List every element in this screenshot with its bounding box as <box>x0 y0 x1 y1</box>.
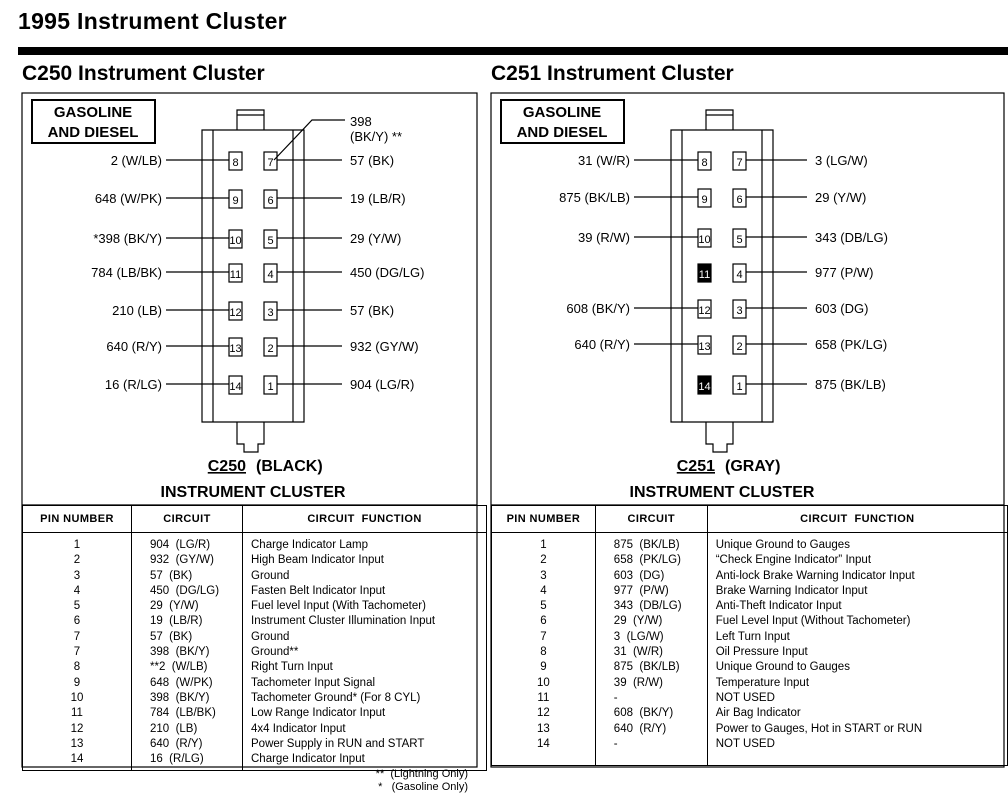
wire-label-left: 39 (R/W) <box>578 230 630 245</box>
function-cell: Tachometer Ground* (For 8 CYL) <box>251 691 421 704</box>
function-cell: Anti-lock Brake Warning Indicator Input <box>715 569 915 582</box>
function-cell: Oil Pressure Input <box>715 646 808 659</box>
pin-number-cell: 10 <box>70 691 84 704</box>
circuit-cell: 904 (LG/R) <box>150 539 211 551</box>
circuit-cell: 977 (P/W) <box>613 584 669 597</box>
pin-number: 10 <box>229 235 242 247</box>
circuit-cell: 640 (R/Y) <box>150 737 203 750</box>
function-cell: Unique Ground to Gauges <box>715 661 850 674</box>
wire-label-right: 603 (DG) <box>815 301 869 316</box>
function-cell: NOT USED <box>715 737 775 750</box>
wire-label-left: 640 (R/Y) <box>106 339 162 354</box>
function-cell: Fuel level Input (With Tachometer) <box>251 600 426 613</box>
c251-top-latch <box>706 110 733 130</box>
pin-number: 7 <box>736 157 743 169</box>
c250-caption-color: (BLACK) <box>256 458 323 475</box>
wire-label-right: 343 (DB/LG) <box>815 230 888 245</box>
pin-number: 12 <box>229 307 242 319</box>
wire-label-extra: 398 <box>350 114 372 129</box>
function-cell: Power to Gauges, Hot in START or RUN <box>715 722 923 735</box>
function-cell: NOT USED <box>715 691 775 704</box>
column-header: PIN NUMBER <box>492 506 596 533</box>
c251-pin-table <box>491 505 1008 766</box>
wire-label-extra: (BK/Y) ** <box>350 129 403 144</box>
pin-number: 14 <box>698 381 711 393</box>
function-cell: 4x4 Indicator Input <box>251 722 346 735</box>
function-cell: Anti-Theft Indicator Input <box>715 600 842 613</box>
pin-number-cell: 4 <box>540 584 547 597</box>
wire-line-extra <box>274 120 345 160</box>
function-cell: Charge Indicator Lamp <box>251 539 368 551</box>
function-cell: Instrument Cluster Illumination Input <box>251 615 436 628</box>
pin-number: 2 <box>267 343 274 355</box>
function-cell: Temperature Input <box>715 676 810 689</box>
circuit-cell: 875 (BK/LB) <box>613 661 680 674</box>
circuit-cell: 932 (GY/W) <box>150 554 214 567</box>
function-cell: Left Turn Input <box>715 630 790 643</box>
function-cell: Power Supply in RUN and START <box>251 737 425 750</box>
pin-number: 12 <box>698 305 711 317</box>
pin-number: 1 <box>736 381 743 393</box>
function-cell: Fasten Belt Indicator Input <box>251 584 386 597</box>
circuit-cell: 398 (BK/Y) <box>150 646 210 659</box>
table-column <box>132 533 243 771</box>
pin-number-cell: 14 <box>70 753 84 766</box>
wire-label-right: 450 (DG/LG) <box>350 265 425 280</box>
wire-label-right: 57 (BK) <box>350 153 395 168</box>
pin-number-cell: 6 <box>73 615 81 628</box>
circuit-cell: 640 (R/Y) <box>613 722 667 735</box>
pin-number: 8 <box>701 157 708 169</box>
pin-number: 9 <box>701 194 708 206</box>
pin-number: 13 <box>229 343 242 355</box>
pin-number: 5 <box>736 234 743 246</box>
pin-number-cell: 9 <box>540 661 547 674</box>
function-cell: Unique Ground to Gauges <box>715 539 850 551</box>
wire-label-right: 904 (LG/R) <box>350 377 415 392</box>
c250-pin-table <box>22 505 487 771</box>
c251-caption-name: C251 <box>676 458 715 475</box>
pin-number: 2 <box>736 341 743 353</box>
wire-label-right: 29 (Y/W) <box>815 190 867 205</box>
pin-number-cell: 3 <box>540 569 547 582</box>
pin-number: 11 <box>229 269 242 281</box>
table-body <box>492 533 1008 766</box>
wire-label-right: 57 (BK) <box>350 303 395 318</box>
c250-connector-body <box>202 130 304 422</box>
pin-number: 4 <box>267 269 274 281</box>
table-column <box>595 533 707 766</box>
pin-number-cell: 6 <box>540 615 547 628</box>
pin-number: 6 <box>267 195 274 207</box>
wire-label-left: 31 (W/R) <box>578 153 630 168</box>
pin-number-cell: 1 <box>540 539 547 551</box>
pin-number-cell: 10 <box>537 676 550 689</box>
c250-badge-line1: GASOLINE <box>53 104 133 121</box>
function-cell: Ground <box>251 630 290 643</box>
wire-label-right: 658 (PK/LG) <box>815 337 888 352</box>
pin-number-cell: 12 <box>70 722 84 735</box>
table-column <box>492 533 596 766</box>
circuit-cell: 450 (DG/LG) <box>150 584 220 597</box>
wire-label-left: *398 (BK/Y) <box>93 231 162 246</box>
c251-heading: C251 Instrument Cluster <box>491 62 734 85</box>
wire-label-right: 3 (LG/W) <box>815 153 868 168</box>
page-title: 1995 Instrument Cluster <box>18 8 287 34</box>
pin-number: 9 <box>232 195 239 207</box>
footnote: * (Gasoline Only) <box>378 781 468 793</box>
wire-label-left: 608 (BK/Y) <box>566 301 630 316</box>
c251-bottom-latch <box>706 422 733 452</box>
circuit-cell: 29 (Y/W) <box>150 600 199 613</box>
wire-label-left: 875 (BK/LB) <box>559 190 630 205</box>
pin-number-cell: 8 <box>73 661 81 674</box>
pin-number-cell: 13 <box>70 737 84 750</box>
table-column <box>243 533 487 771</box>
circuit-cell: 3 (LG/W) <box>613 630 664 643</box>
c250-badge-line2: AND DIESEL <box>47 124 139 141</box>
pin-number: 13 <box>698 341 711 353</box>
c250-bottom-latch <box>237 422 264 452</box>
circuit-cell: 875 (BK/LB) <box>613 539 680 551</box>
c250-caption-name: C250 <box>207 458 246 475</box>
pin-number: 10 <box>698 234 711 246</box>
circuit-cell: 608 (BK/Y) <box>613 707 674 720</box>
column-header: CIRCUIT <box>595 506 707 533</box>
table-body <box>23 533 487 771</box>
wire-label-left: 210 (LB) <box>112 303 162 318</box>
wire-label-left: 648 (W/PK) <box>94 191 162 206</box>
circuit-cell: 57 (BK) <box>150 569 193 582</box>
column-header: CIRCUIT FUNCTION <box>707 506 1007 533</box>
wire-label-left: 16 (R/LG) <box>104 377 162 392</box>
pin-number-cell: 2 <box>73 554 81 567</box>
pin-number: 3 <box>267 307 274 319</box>
function-cell: Ground <box>251 569 290 582</box>
function-cell: “Check Engine Indicator” Input <box>715 554 872 567</box>
circuit-cell: 784 (LB/BK) <box>150 707 216 720</box>
c250-caption-subtitle: INSTRUMENT CLUSTER <box>160 484 346 501</box>
table-column <box>23 533 132 771</box>
circuit-cell: 603 (DG) <box>613 569 665 582</box>
pin-number-cell: 11 <box>71 707 83 720</box>
circuit-cell: - <box>613 737 618 750</box>
function-cell: Charge Indicator Input <box>251 753 365 766</box>
pin-number-cell: 7 <box>73 646 81 659</box>
wire-label-right: 932 (GY/W) <box>350 339 419 354</box>
footnote: ** (Lightning Only) <box>375 768 468 780</box>
table-column <box>707 533 1007 766</box>
circuit-cell: 658 (PK/LG) <box>613 554 681 567</box>
pin-number: 6 <box>736 194 743 206</box>
circuit-cell: 57 (BK) <box>150 630 193 643</box>
pin-number-cell: 13 <box>537 722 550 735</box>
pin-number: 7 <box>267 157 274 169</box>
c251-caption-color: (GRAY) <box>725 458 781 475</box>
pin-number-cell: 11 <box>537 691 550 704</box>
function-cell: Ground** <box>251 646 299 659</box>
wire-label-right: 977 (P/W) <box>815 265 874 280</box>
circuit-cell: 398 (BK/Y) <box>150 691 210 704</box>
pin-number: 3 <box>736 305 743 317</box>
wire-label-left: 640 (R/Y) <box>574 337 630 352</box>
column-header: PIN NUMBER <box>23 506 132 533</box>
pin-number: 5 <box>267 235 274 247</box>
circuit-cell: 19 (LB/R) <box>150 615 203 628</box>
circuit-cell: 31 (W/R) <box>613 646 663 659</box>
wire-label-left: 2 (W/LB) <box>110 153 162 168</box>
pin-number-cell: 3 <box>73 569 81 582</box>
pin-number-cell: 7 <box>540 630 547 643</box>
pin-number-cell: 12 <box>537 707 550 720</box>
pin-number-cell: 8 <box>540 646 547 659</box>
function-cell: Right Turn Input <box>251 661 333 674</box>
pin-number-cell: 2 <box>540 554 547 567</box>
function-cell: Fuel Level Input (Without Tachometer) <box>715 615 911 628</box>
wire-label-right: 29 (Y/W) <box>350 231 402 246</box>
wire-label-right: 875 (BK/LB) <box>815 377 886 392</box>
pin-number-cell: 5 <box>73 600 81 613</box>
function-cell: Air Bag Indicator <box>715 707 801 720</box>
circuit-cell: 39 (R/W) <box>613 676 663 689</box>
pin-number-cell: 5 <box>540 600 547 613</box>
pin-number-cell: 4 <box>73 584 81 597</box>
c251-badge-line2: AND DIESEL <box>516 124 608 141</box>
c251-connector-body <box>671 130 773 422</box>
pin-number: 8 <box>232 157 239 169</box>
c251-badge-line1: GASOLINE <box>522 104 602 121</box>
circuit-cell: 29 (Y/W) <box>613 615 663 628</box>
pin-number: 11 <box>698 269 711 281</box>
function-cell: Brake Warning Indicator Input <box>715 584 868 597</box>
c251-caption-subtitle: INSTRUMENT CLUSTER <box>629 484 815 501</box>
pin-number-cell: 1 <box>73 539 81 551</box>
c250-heading: C250 Instrument Cluster <box>22 62 265 85</box>
pin-number: 1 <box>267 381 274 393</box>
pin-number: 14 <box>229 381 242 393</box>
circuit-cell: 648 (W/PK) <box>150 676 213 689</box>
wire-label-right: 19 (LB/R) <box>350 191 406 206</box>
pin-number-cell: 9 <box>73 676 81 689</box>
function-cell: High Beam Indicator Input <box>251 554 384 567</box>
circuit-cell: 210 (LB) <box>150 722 198 735</box>
function-cell: Tachometer Input Signal <box>251 676 376 689</box>
circuit-cell: - <box>613 691 618 704</box>
circuit-cell: 16 (R/LG) <box>150 753 204 766</box>
pin-number-cell: 14 <box>537 737 550 750</box>
pin-number-cell: 7 <box>73 630 81 643</box>
column-header: CIRCUIT FUNCTION <box>243 506 487 533</box>
pin-number: 4 <box>736 269 743 281</box>
circuit-cell: **2 (W/LB) <box>150 661 208 674</box>
circuit-cell: 343 (DB/LG) <box>613 600 682 613</box>
column-header: CIRCUIT <box>132 506 243 533</box>
wire-label-left: 784 (LB/BK) <box>91 265 162 280</box>
function-cell: Low Range Indicator Input <box>251 707 386 720</box>
c250-top-latch <box>237 110 264 130</box>
